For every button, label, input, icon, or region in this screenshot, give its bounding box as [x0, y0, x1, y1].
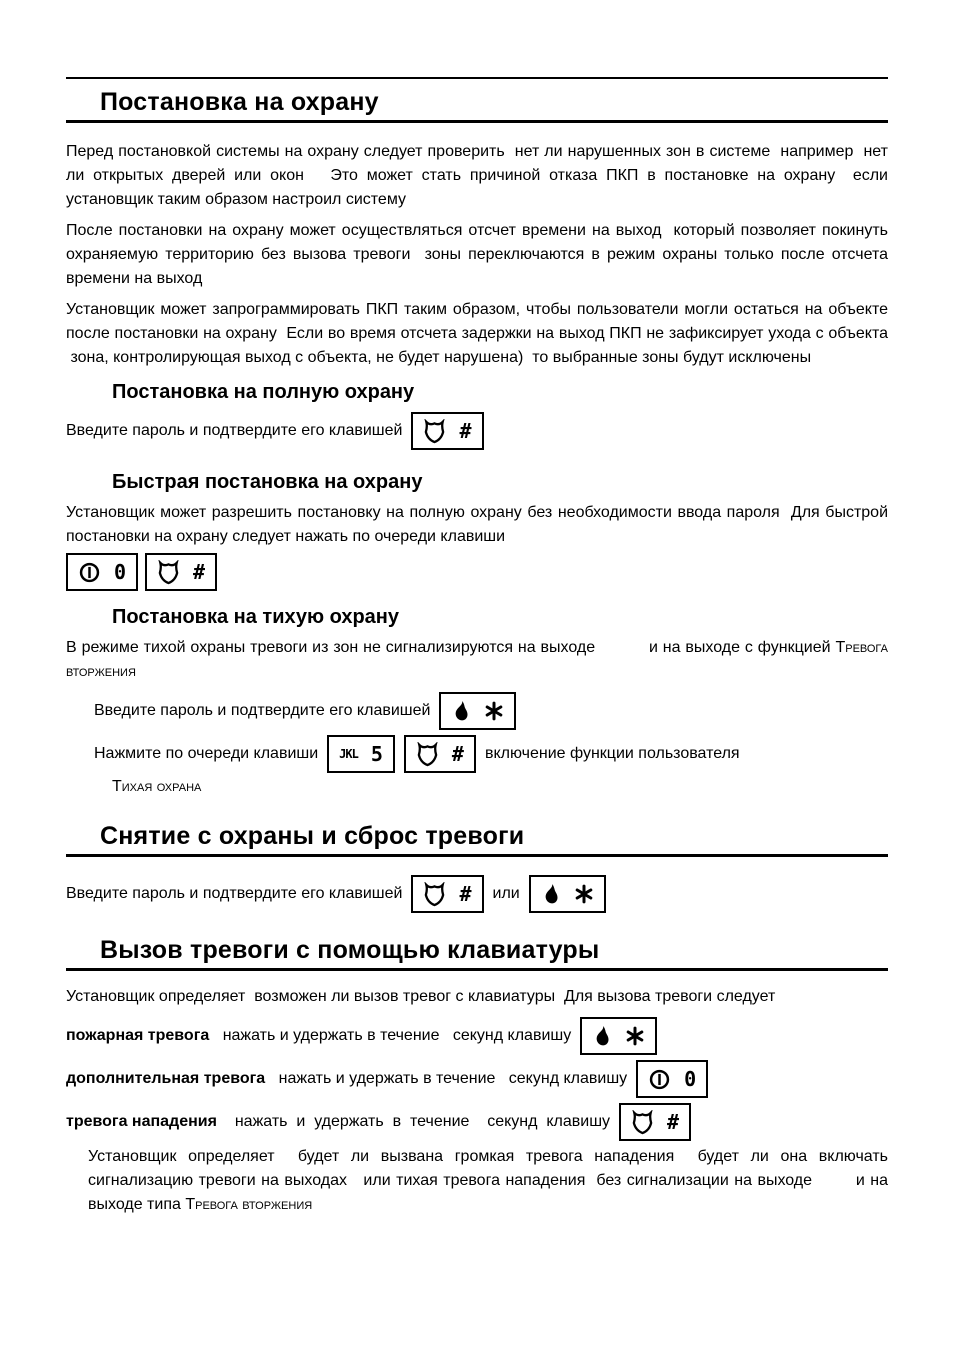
instruction-text: Нажмите по очереди клавиши [94, 745, 319, 762]
flame-icon [592, 1024, 612, 1048]
instruction-text: нажать и удержать в течение секунд клавишу [218, 1027, 572, 1044]
shield-icon [416, 742, 439, 767]
paragraph: Перед постановкой системы на охрану следует проверить нет ли нарушенных зон в системе например нет ли открытых дверей или окон Это может стать причиной отказа ПКП в постановке на охрану если установщик таким образом настроил систему [66, 143, 888, 208]
top-rule [66, 77, 888, 79]
hash-key-label: # [459, 419, 472, 443]
installer-note [66, 1145, 888, 1217]
shield-icon [423, 419, 446, 444]
shield-icon [631, 1110, 654, 1135]
note-text: Установщик определяет будет ли вызвана громкая тревога нападения будет ли она включать сигнализацию тревоги на выходах или тихая тревога нападения без сигнализации на выходе и на выходе типа [88, 1148, 888, 1213]
section-title-keypad-alarm: Вызов тревоги с помощью клавиатуры [100, 936, 600, 964]
key-flame-asterisk [439, 692, 516, 730]
full-arm-instruction [66, 410, 888, 452]
hash-key-label: # [459, 882, 472, 906]
instruction-text: Введите пароль и подтвердите его клавишей [66, 422, 403, 439]
section-title-disarm: Снятие с охраны и сброс тревоги [100, 822, 525, 850]
alarm-type-label: дополнительная тревога [66, 1070, 266, 1087]
section-rule-arming [66, 120, 888, 123]
instruction-text: нажать и удержать в течение секунд клавишу [274, 1070, 628, 1087]
instruction-text: включение функции пользователя [484, 745, 740, 762]
paragraph: Установщик определяет возможен ли вызов тревог с клавиатуры Для вызова тревоги следует [66, 988, 776, 1005]
aux-alarm-instruction [66, 1058, 888, 1100]
section-title-arming: Постановка на охрану [100, 88, 379, 116]
paragraph: Установщик может запрограммировать ПКП таким образом, чтобы пользователи могли остаться на объекте после постановки на охрану Если во время отсчета задержки на выход ПКП не зафиксирует ухода с объекта зона, контролирующая выход с объекта, не будет нарушена) то выбранные зоны будут исключены [66, 301, 888, 366]
key-shield-hash [619, 1103, 691, 1141]
smallcaps-term: Тревога вторжения [185, 1196, 313, 1213]
key-shield-hash [411, 412, 483, 450]
paragraph-text: В режиме тихой охраны тревоги из зон не сигнализируются на выходе и на выходе с функцией [66, 639, 836, 656]
zero-key-label: 0 [114, 560, 127, 584]
power-icon [648, 1068, 671, 1091]
instruction-text: Введите пароль и подтвердите его клавишей [66, 885, 403, 902]
key-flame-asterisk [529, 875, 606, 913]
key-power-zero [636, 1060, 708, 1098]
subheading-quiet-arm: Постановка на тихую охрану [112, 606, 400, 628]
section-rule-keypad-alarm [66, 968, 888, 971]
section-rule-disarm [66, 854, 888, 857]
asterisk-icon [574, 884, 594, 904]
panic-alarm-instruction [66, 1101, 888, 1143]
instruction-text: Введите пароль и подтвердите его клавишей [94, 702, 431, 719]
shield-icon [157, 560, 180, 585]
alarm-type-label: тревога нападения [66, 1113, 217, 1130]
jkl-key-letters: JKL [339, 747, 358, 761]
key-shield-hash [404, 735, 476, 773]
key-shield-hash [145, 553, 217, 591]
hash-key-label: # [451, 742, 464, 766]
key-flame-asterisk [580, 1017, 657, 1055]
or-word: или [492, 885, 520, 902]
paragraph [66, 636, 888, 684]
power-icon [78, 561, 101, 584]
subheading-full-arm: Постановка на полную охрану [112, 381, 415, 403]
five-key-label: 5 [370, 742, 383, 766]
key-jkl-five [327, 735, 395, 773]
shield-icon [423, 882, 446, 907]
key-power-zero [66, 553, 138, 591]
disarm-instruction [66, 873, 888, 915]
quiet-arm-press-instruction [66, 733, 888, 775]
hash-key-label: # [667, 1110, 680, 1134]
zero-key-label: 0 [684, 1067, 697, 1091]
flame-icon [541, 882, 561, 906]
hash-key-label: # [193, 560, 206, 584]
instruction-text: нажать и удержать в течение секунд клавишу [225, 1113, 611, 1130]
flame-icon [451, 699, 471, 723]
key-shield-hash [411, 875, 483, 913]
quick-arm-keys [66, 553, 888, 591]
paragraph: Установщик может разрешить постановку на полную охрану без необходимости ввода пароля Для быстрой постановки на охрану следует нажать по очереди клавиши [66, 504, 888, 545]
alarm-type-label: пожарная тревога [66, 1027, 210, 1044]
subheading-quick-arm: Быстрая постановка на охрану [112, 471, 423, 493]
smallcaps-term: Тревога вторжения [66, 639, 888, 680]
user-function-name [66, 776, 888, 797]
quiet-arm-enter-instruction [66, 690, 888, 732]
smallcaps-term: Тихая охрана [112, 778, 202, 795]
fire-alarm-instruction [66, 1015, 888, 1057]
asterisk-icon [625, 1026, 645, 1046]
asterisk-icon [484, 701, 504, 721]
paragraph: После постановки на охрану может осуществляться отсчет времени на выход который позволяет покинуть охраняемую территорию без вызова тревоги зоны переключаются в режим охраны только после отсчета времени на выход [66, 222, 888, 287]
